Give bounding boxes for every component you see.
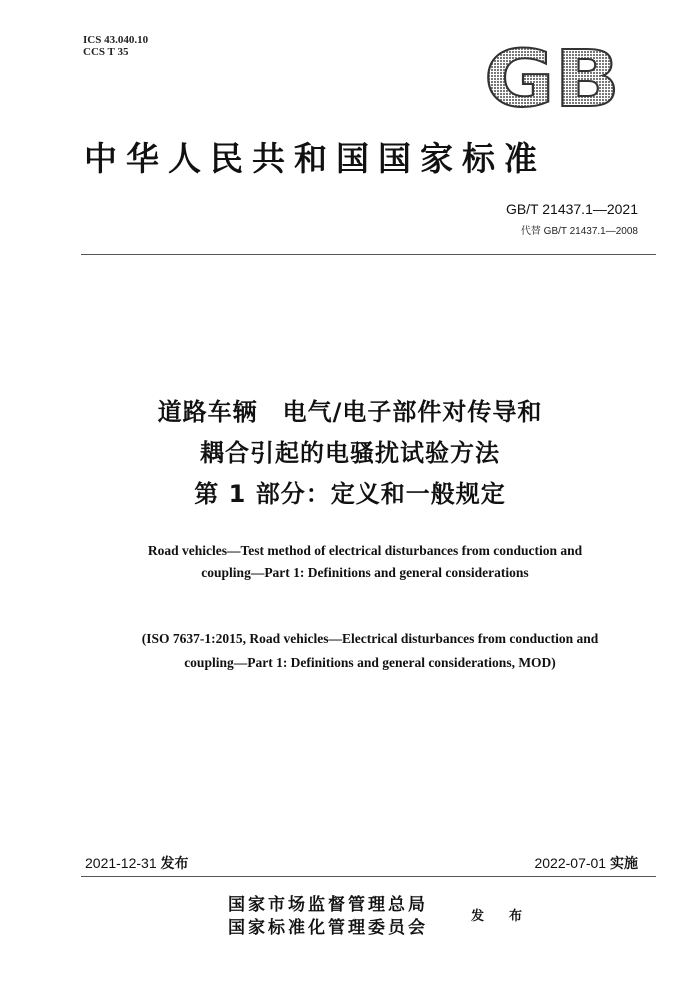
english-title <box>85 540 645 584</box>
iso-reference-line-2: coupling—Part 1: Definitions and general considerations, MOD) <box>184 655 556 670</box>
english-title-line-2: coupling—Part 1: Definitions and general considerations <box>201 565 529 580</box>
issuer-sac: 国家标准化管理委员会 <box>228 918 428 938</box>
chinese-title-line-1: 道路车辆 电气/电子部件对传导和 <box>157 398 543 426</box>
ics-code: ICS 43.040.10 <box>83 34 149 46</box>
gb-logo <box>482 42 622 112</box>
ccs-code: CCS T 35 <box>83 46 129 58</box>
implement-date <box>534 853 638 873</box>
national-standard-title: 中华人民共和国国家标准 <box>84 139 546 178</box>
implement-date-value: 2022-07-01 <box>534 855 607 871</box>
gb-logo-text: GB <box>484 42 620 112</box>
issue-date-value: 2021-12-31 <box>85 855 157 871</box>
chinese-title-line-3: 第 1 部分：定义和一般规定 <box>194 480 506 508</box>
implement-date-label: 实施 <box>610 856 638 872</box>
iso-reference <box>75 627 665 675</box>
issue-date <box>85 853 189 873</box>
english-title-line-1: Road vehicles—Test method of electrical disturbances from conduction and <box>147 543 583 558</box>
issuing-authorities <box>228 894 428 940</box>
bottom-divider <box>81 876 656 877</box>
issue-date-label: 发布 <box>160 856 189 872</box>
replaced-standard: 代替 GB/T 21437.1—2008 <box>520 226 638 237</box>
issuer-samr: 国家市场监督管理总局 <box>228 895 428 915</box>
issue-action: 发 布 <box>471 909 529 924</box>
top-divider <box>81 254 656 255</box>
chinese-title <box>60 392 640 515</box>
chinese-title-line-2: 耦合引起的电骚扰试验方法 <box>200 439 500 467</box>
standard-number: GB/T 21437.1—2021 <box>505 201 638 217</box>
classification-codes <box>83 34 148 58</box>
iso-reference-line-1: (ISO 7637-1:2015, Road vehicles—Electrical disturbances from conduction and <box>141 631 599 646</box>
